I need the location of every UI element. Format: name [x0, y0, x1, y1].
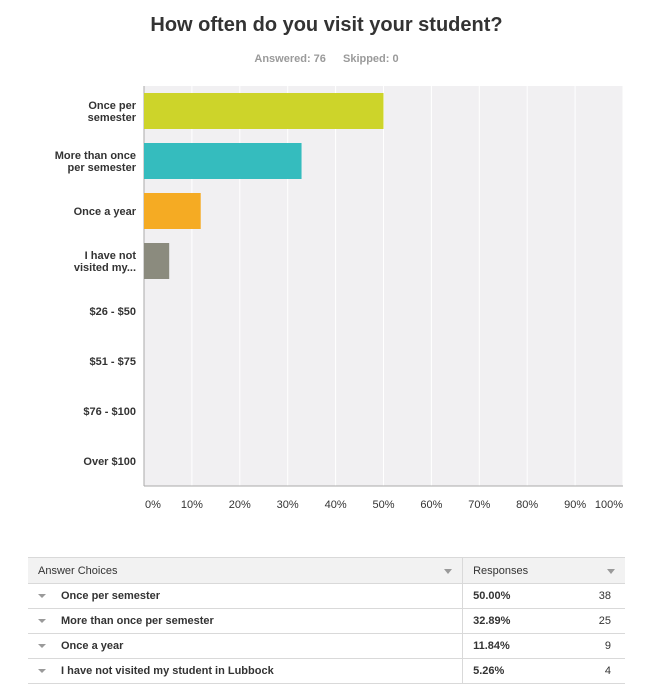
answer-table — [28, 557, 625, 684]
answer-choice-text: I have not visited my student in Lubbock — [61, 665, 274, 677]
response-percent-cell — [463, 609, 553, 634]
x-tick-label: 60% — [420, 499, 443, 511]
answer-choice-cell — [28, 634, 463, 659]
response-count: 38 — [552, 584, 625, 609]
category-label — [55, 150, 137, 174]
bar — [144, 193, 201, 229]
category-label — [83, 406, 136, 418]
skipped-count: Skipped: 0 — [342, 53, 399, 65]
response-percent: 50.00% — [473, 590, 511, 602]
category-label-line: $26 - $50 — [89, 306, 136, 318]
x-tick-label: 70% — [468, 499, 491, 511]
x-tick-label: 20% — [228, 499, 251, 511]
category-label-line: $51 - $75 — [89, 356, 136, 368]
category-label-line: $76 - $100 — [83, 406, 136, 418]
response-percent: 32.89% — [473, 615, 511, 627]
category-label — [83, 456, 136, 468]
response-count: 9 — [552, 634, 625, 659]
category-label-line: Once per — [88, 100, 136, 112]
x-tick-label: 40% — [324, 499, 347, 511]
page-title: How often do you visit your student? — [150, 14, 503, 36]
category-label-line: I have not — [84, 250, 136, 262]
header-responses-label: Responses — [473, 564, 529, 577]
table-row — [28, 584, 625, 609]
x-tick-label: 0% — [145, 499, 161, 511]
bar — [144, 243, 169, 279]
bar — [144, 143, 302, 179]
table-row — [28, 634, 625, 659]
x-tick-label: 10% — [180, 499, 203, 511]
category-label — [90, 306, 136, 318]
answer-choice-cell — [28, 609, 463, 634]
answer-choice-cell — [28, 584, 463, 609]
category-label — [88, 100, 137, 124]
x-tick-label: 80% — [516, 499, 539, 511]
x-tick-label: 100% — [594, 499, 623, 511]
response-percent-cell — [463, 584, 553, 609]
category-label — [74, 250, 136, 274]
sort-arrow-icon[interactable] — [444, 569, 452, 574]
response-percent: 11.84% — [473, 640, 510, 652]
answer-choice-text: More than once per semester — [61, 615, 214, 627]
expand-caret-icon[interactable] — [38, 669, 46, 673]
response-percent: 5.26% — [473, 665, 505, 677]
category-label-line: semester — [87, 112, 136, 124]
expand-caret-icon[interactable] — [38, 644, 46, 648]
table-header-row — [28, 558, 625, 584]
response-percent-cell — [463, 634, 553, 659]
response-percent-cell — [463, 659, 553, 684]
category-label — [74, 206, 137, 218]
category-label-line: Once a year — [73, 206, 136, 218]
category-label-line: visited my... — [73, 262, 136, 274]
answer-choice-cell — [28, 659, 463, 684]
header-responses-sort[interactable] — [552, 558, 625, 584]
bar — [144, 93, 384, 129]
response-count: 25 — [552, 609, 625, 634]
answer-choice-text: Once a year — [61, 640, 124, 652]
response-count: 4 — [552, 659, 625, 684]
header-answer-choices[interactable] — [28, 558, 463, 584]
header-answer-choices-label: Answer Choices — [38, 565, 118, 577]
table-row — [28, 609, 625, 634]
x-tick-label: 50% — [372, 499, 395, 511]
sort-arrow-icon[interactable] — [607, 569, 615, 574]
header-responses[interactable] — [463, 558, 553, 584]
category-label — [90, 356, 136, 368]
x-tick-label: 90% — [564, 499, 587, 511]
category-label-line: Over $100 — [83, 456, 136, 468]
category-label-line: More than once — [54, 150, 136, 162]
answer-choice-text: Once per semester — [61, 590, 161, 602]
expand-caret-icon[interactable] — [38, 594, 46, 598]
table-row — [28, 659, 625, 684]
expand-caret-icon[interactable] — [38, 619, 46, 623]
answered-count: Answered: 76 — [254, 53, 326, 65]
x-tick-label: 30% — [276, 499, 299, 511]
category-label-line: per semester — [67, 162, 136, 174]
